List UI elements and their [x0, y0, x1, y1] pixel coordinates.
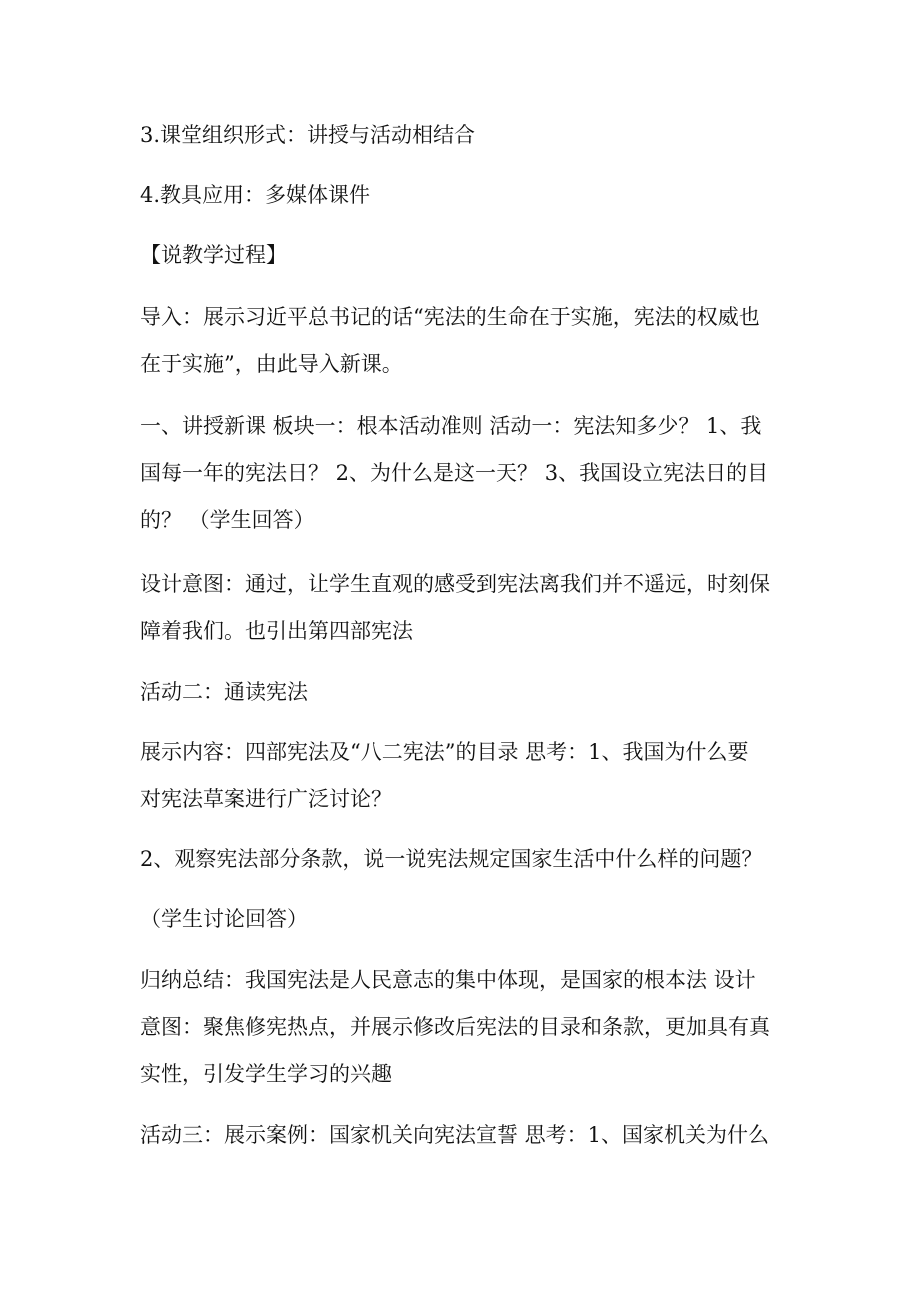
text-line: 活动二：通读宪法: [140, 680, 308, 704]
text-line: 活动三：展示案例：国家机关向宪法宣誓 思考：1、国家机关为什么: [140, 1123, 770, 1147]
paragraph-summary: [140, 957, 790, 1098]
paragraph-introduction: [140, 294, 790, 388]
text-line: 【说教学过程】: [140, 243, 287, 267]
paragraph-classroom-format: [140, 112, 790, 159]
section-heading-teaching-process: [140, 232, 790, 279]
text-line: 意图：聚焦修宪热点，并展示修改后宪法的目录和条款，更加具有真: [140, 1015, 770, 1039]
text-line: 4.教具应用：多媒体课件: [140, 183, 371, 207]
text-line: （学生讨论回答）: [140, 907, 308, 931]
paragraph-activity-two: [140, 669, 790, 716]
text-line: 3.课堂组织形式：讲授与活动相结合: [140, 123, 476, 147]
paragraph-activity-three: [140, 1112, 790, 1159]
paragraph-display-content: [140, 729, 790, 823]
text-line: 在于实施”，由此导入新课。: [140, 352, 403, 376]
paragraph-teaching-aids: [140, 172, 790, 219]
text-line: 一、讲授新课 板块一：根本活动准则 活动一：宪法知多少？ 1、我: [140, 414, 762, 438]
text-line: 2、观察宪法部分条款，说一说宪法规定国家生活中什么样的问题？: [140, 847, 763, 871]
text-line: 国每一年的宪法日？ 2、为什么是这一天？ 3、我国设立宪法日的目: [140, 461, 769, 485]
text-line: 展示内容：四部宪法及“八二宪法”的目录 思考：1、我国为什么要: [140, 740, 749, 764]
text-line: 对宪法草案进行广泛讨论？: [140, 787, 392, 811]
text-line: 障着我们。也引出第四部宪法: [140, 619, 413, 643]
text-line: 实性，引发学生学习的兴趣: [140, 1062, 392, 1086]
text-line: 归纳总结：我国宪法是人民意志的集中体现，是国家的根本法 设计: [140, 968, 756, 992]
paragraph-new-lesson: [140, 403, 790, 544]
text-line: 的？ （学生回答）: [140, 508, 315, 532]
text-line: 设计意图：通过，让学生直观的感受到宪法离我们并不遥远，时刻保: [140, 572, 770, 596]
text-line: 导入：展示习近平总书记的话“宪法的生命在于实施，宪法的权威也: [140, 305, 760, 329]
paragraph-observe-clauses: [140, 836, 790, 883]
paragraph-design-intent-1: [140, 561, 790, 655]
paragraph-student-discussion: [140, 896, 790, 943]
